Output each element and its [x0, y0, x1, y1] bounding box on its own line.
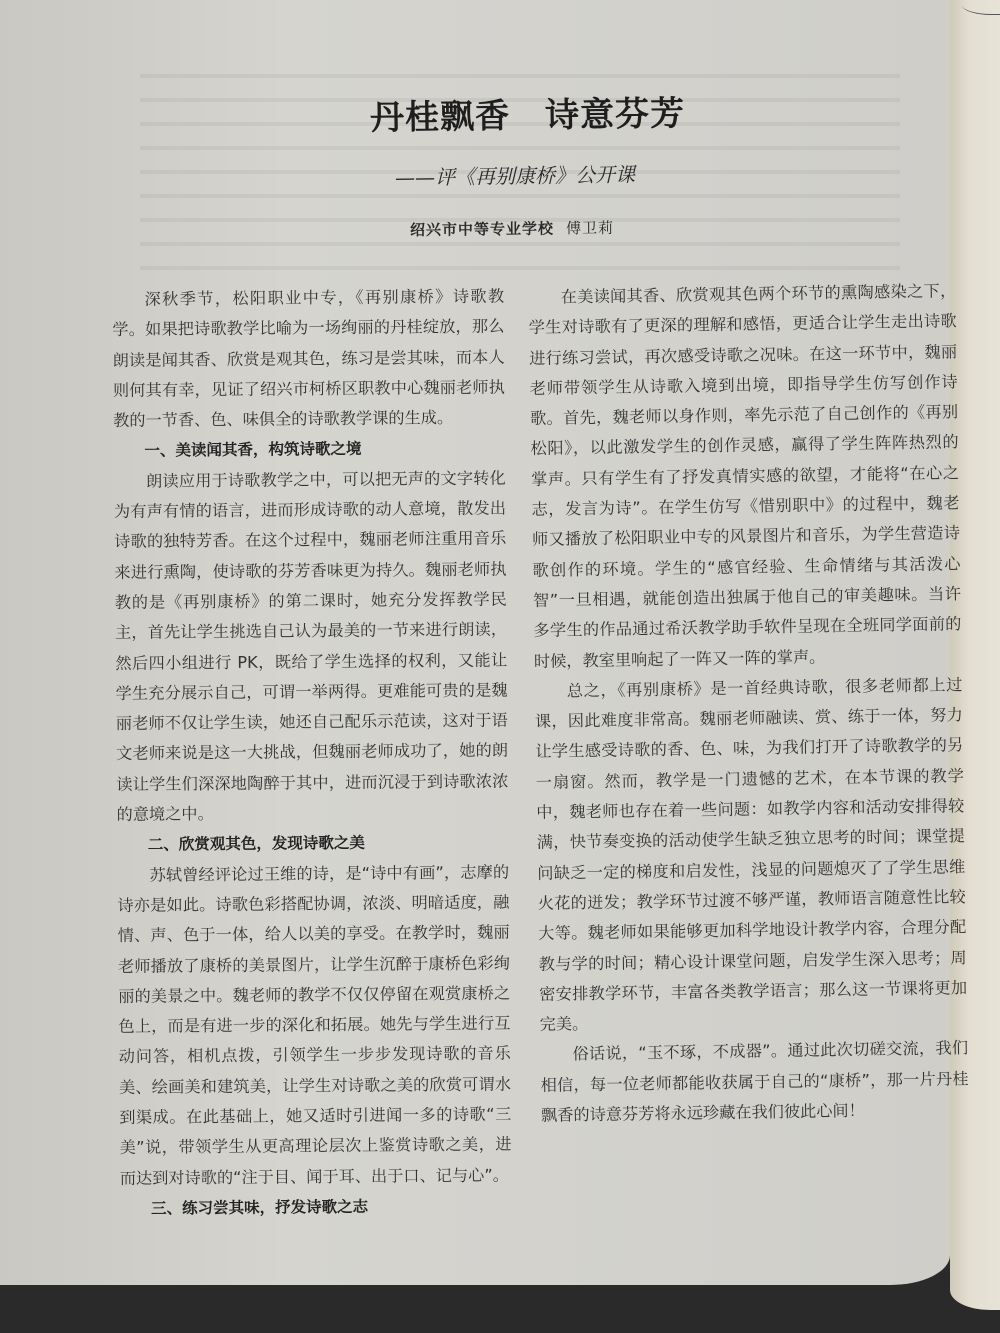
section-1-heading: 一、美读闻其香，构筑诗歌之境 [144, 440, 362, 461]
left-column [112, 282, 512, 1225]
article-subtitle: ——评《再别康桥》公开课 [394, 162, 636, 190]
article-title: 丹桂飘香 诗意芬芳 [369, 93, 686, 139]
summary-paragraph: 总之，《再别康桥》是一首经典诗歌，很多老师都上过课，因此难度非常高。魏丽老师融读、赏、练于一体，努力让学生感受诗歌的香、色、味，为我们打开了诗歌教学的另一扇窗。然而，教学是一门遗憾的艺术，在本节课的教学中，魏老师也存在着一些问题：如教学内容和活动安排得较满，快节奏变换的活动使学生缺乏独立思考的时间；课堂提问缺乏一定的梯度和启发性，浅显的问题熄灭了了学生思维火花的迸发；教学环节过渡不够严谨，教师语言随意性比较大等。魏老师如果能够更加科学地设计教学内容，合理分配教与学的时间；精心设计课堂问题，启发学生深入思考；周密安排教学环节，丰富各类教学语言；那么这一节课将更加完美。 [534, 675, 968, 1035]
section-2-heading: 二、欣赏观其色，发现诗歌之美 [147, 834, 365, 855]
author-line [410, 217, 614, 240]
intro-paragraph: 深秋季节，松阳职业中专，《再别康桥》诗歌教学。如果把诗歌教学比喻为一场绚丽的丹桂绽放，那么朗读是闻其香、欣赏是观其色，练习是尝其味，而本人则何其有幸，见证了绍兴市柯桥区职教中心魏丽老师执教的一节香、色、味俱全的诗歌教学课的生成。 [112, 286, 505, 431]
section-1-body: 朗读应用于诗歌教学之中，可以把无声的文字转化为有声有情的语言，进而形成诗歌的动人意境，散发出诗歌的独特芳香。在这个过程中，魏丽老师注重用音乐来进行熏陶，使诗歌的芬芳香味更为持久。魏丽老师执教的是《再别康桥》的第二课时，她充分发挥教学民主，首先让学生挑选自己认为最美的一节来进行朗读，然后四小组进行 PK，既给了学生选择的权利，又能让学生充分展示自己，可谓一举两得。更难能可贵的是魏丽老师不仅让学生读，她还自己配乐示范读，这对于语文老师来说是这一大挑战，但魏丽老师成功了，她的朗读让学生们深深地陶醉于其中，进而沉浸于到诗歌浓浓的意境之中。 [113, 468, 509, 825]
section-3-body: 在美读闻其香、欣赏观其色两个环节的熏陶感染之下，学生对诗歌有了更深的理解和感悟，更适合让学生走出诗歌进行练习尝试，再次感受诗歌之况味。在这一环节中，魏丽老师带领学生从诗歌入境到出境，即指导学生仿写创作诗歌。首先，魏老师以身作则，率先示范了自己创作的《再别松阳》，以此激发学生的创作灵感，赢得了学生阵阵热烈的掌声。只有学生有了抒发真情实感的欲望，才能将“在心之志，发言为诗”。在学生仿写《惜别职中》的过程中，魏老师又播放了松阳职业中专的风景图片和音乐，为学生营造诗歌创作的环境。学生的“感官经验、生命情绪与其活泼心智”一旦相遇，就能创造出独属于他自己的审美趣味。当许多学生的作品通过希沃教学助手软件呈现在全班同学面前的时候，教室里响起了一阵又一阵的掌声。 [528, 281, 962, 671]
author-name: 傅卫莉 [565, 218, 615, 238]
closing-paragraph: 俗话说，“玉不琢，不成器”。通过此次切磋交流，我们相信，每一位老师都能收获属于自己的“康桥”，那一片丹桂飘香的诗意芬芳将永远珍藏在我们彼此心间！ [540, 1038, 969, 1125]
section-2-body: 苏轼曾经评论过王维的诗，是“诗中有画”，志摩的诗亦是如此。诗歌色彩搭配协调，浓淡、明暗适度，融情、声、色于一体，给人以美的享受。在教学时，魏丽老师播放了康桥的美景图片，让学生沉醉于康桥色彩绚丽的美景之中。魏老师的教学不仅仅停留在观赏康桥之色上，而是有进一步的深化和拓展。她先与学生进行互动问答，相机点拨，引领学生一步步发现诗歌的音乐美、绘画美和建筑美，让学生对诗歌之美的欣赏可谓水到渠成。在此基础上，她又适时引进闻一多的诗歌“三美”说，带领学生从更高理论层次上鉴赏诗歌之美，进而达到对诗歌的“注于目、闻于耳、出于口、记与心”。 [117, 862, 512, 1188]
right-column [528, 276, 969, 1131]
section-3-heading: 三、练习尝其味，抒发诗歌之志 [150, 1197, 369, 1218]
author-affiliation: 绍兴市中等专业学校 [409, 219, 555, 240]
